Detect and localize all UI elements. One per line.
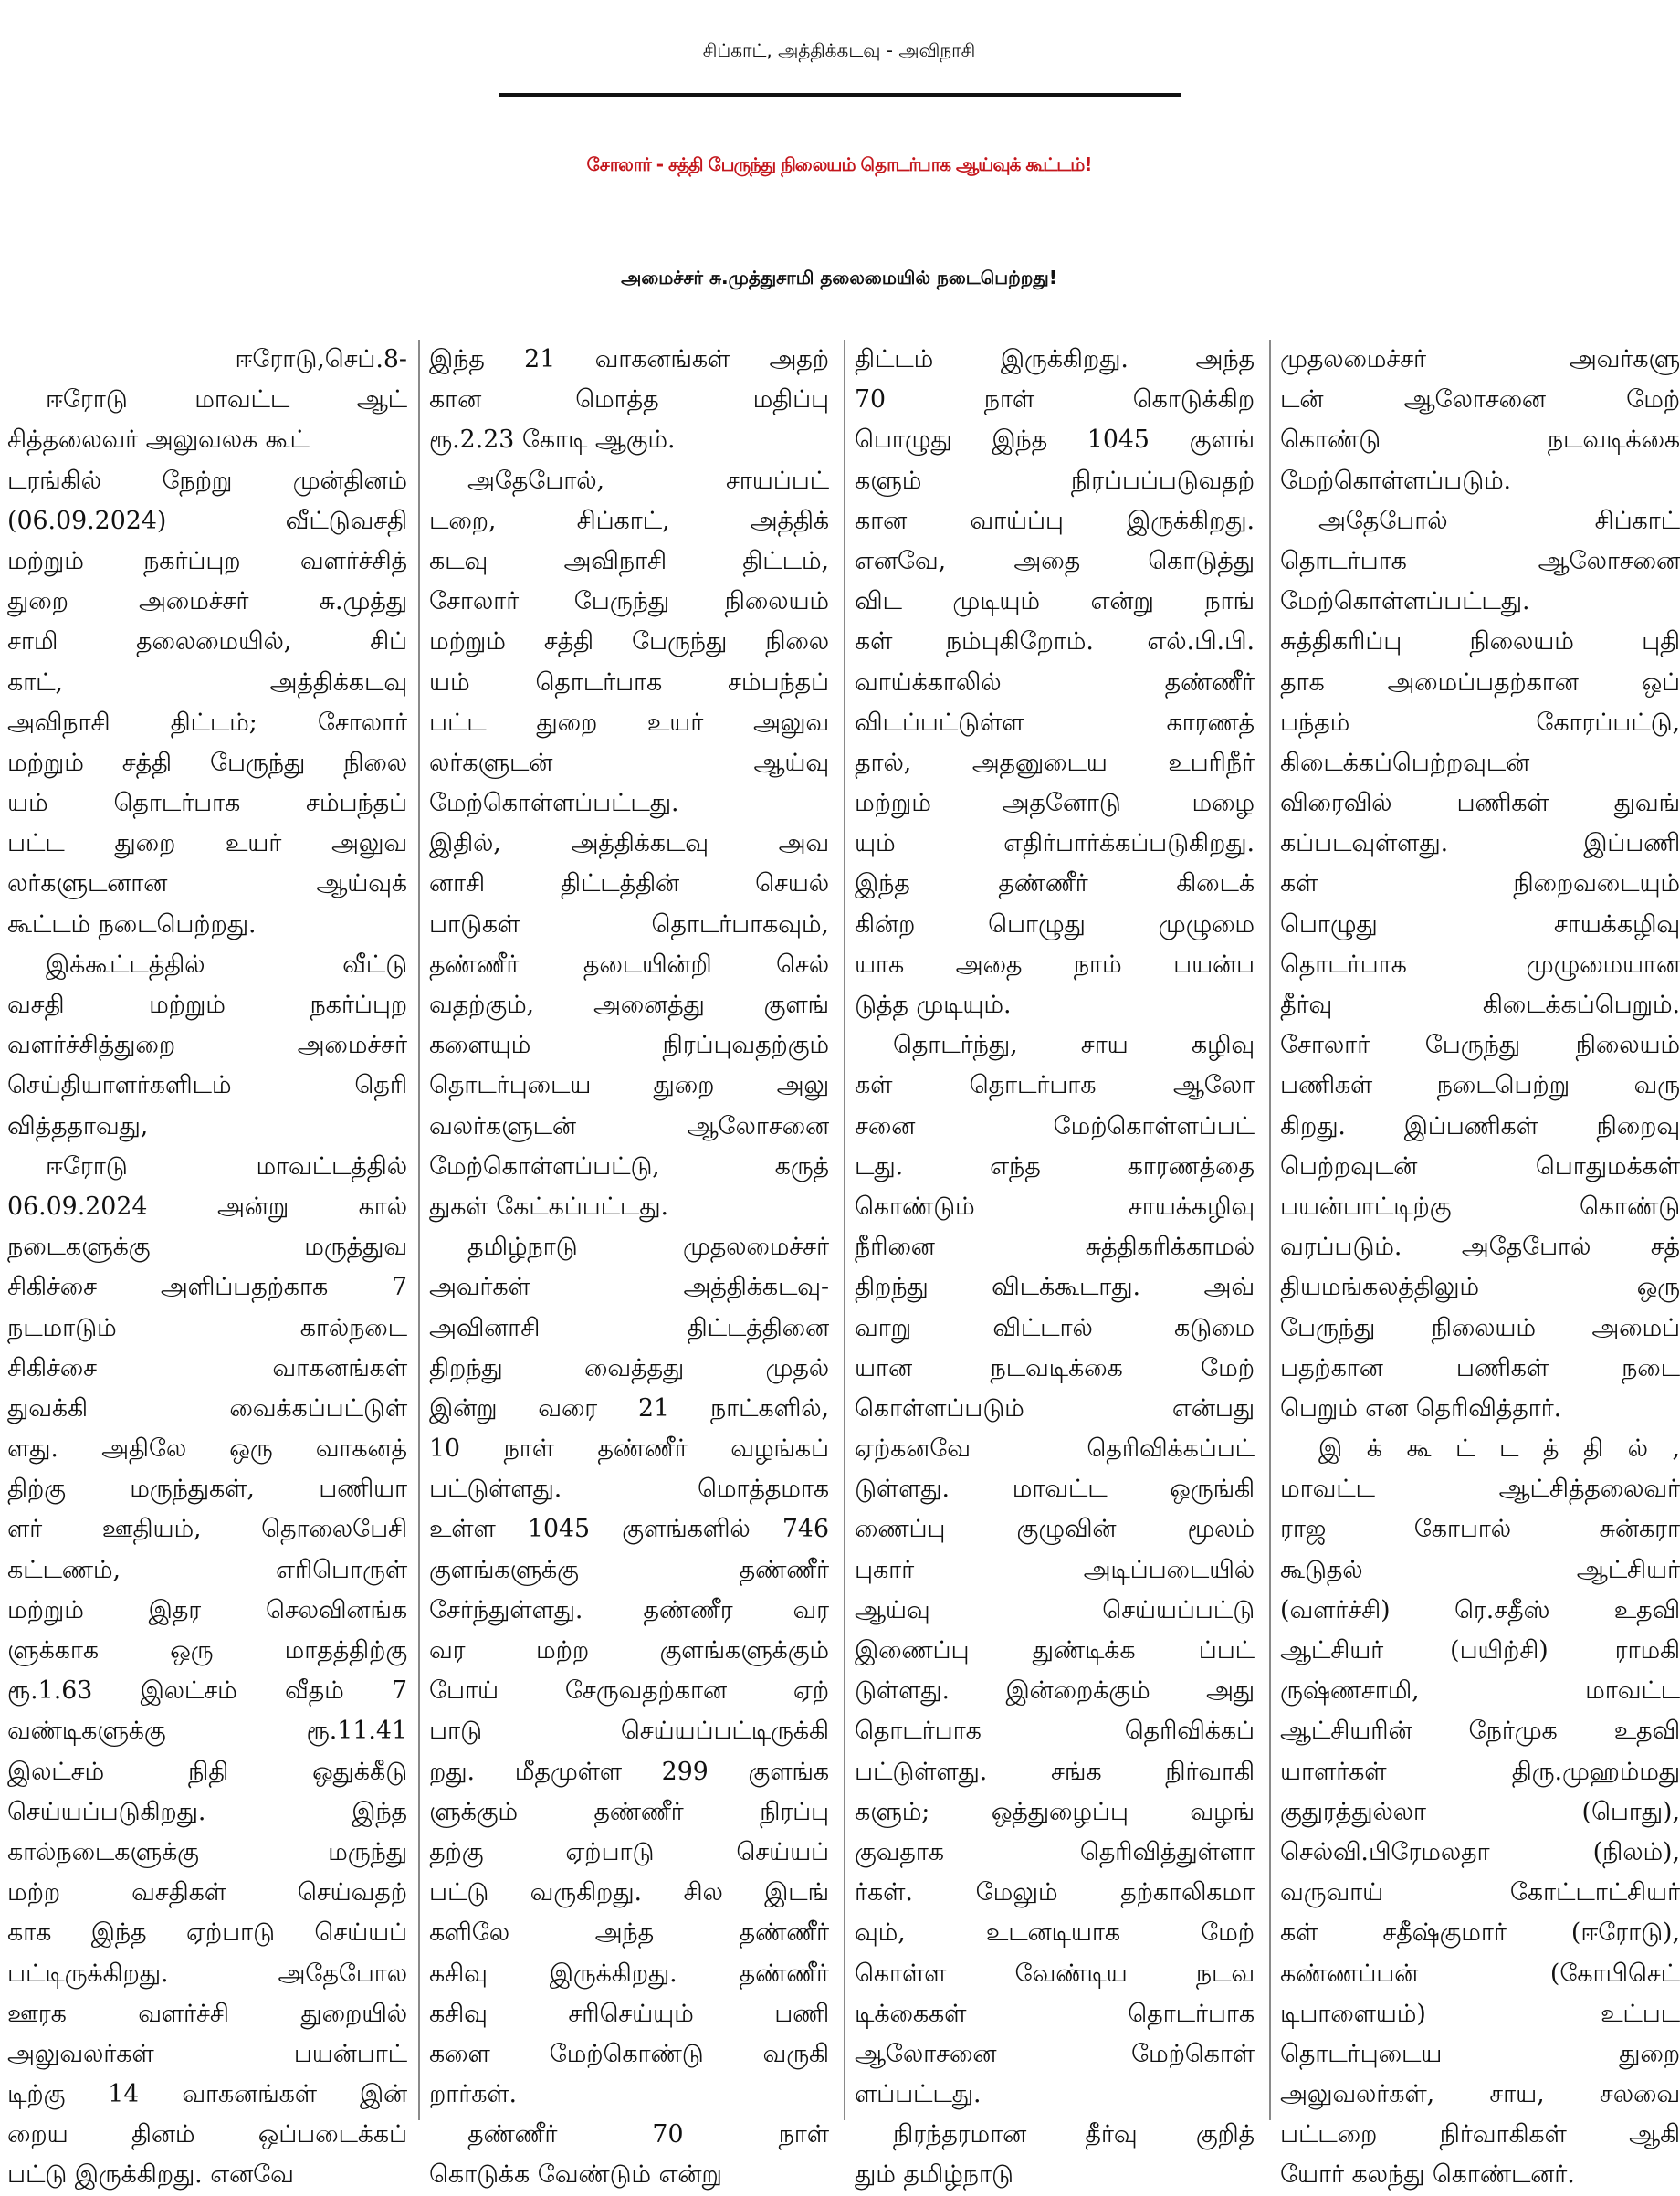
text-line: டுள்ளது. இன்றைக்கும் அது — [855, 1676, 1255, 1706]
text-line: இதில், அத்திக்கடவு அவ — [429, 829, 829, 858]
text-line: ர்கள். மேலும் தற்காலிகமா — [855, 1878, 1255, 1907]
text-line: மேற்கொள்ளப்பட்டது. — [429, 789, 679, 818]
text-line: தும் தமிழ்நாடு — [855, 2160, 1013, 2190]
text-line: பெறும் என தெரிவித்தார். — [1280, 1393, 1562, 1423]
text-line: லர்களுடன் ஆய்வு — [429, 748, 829, 777]
text-line: கடவு அவிநாசி திட்டம், — [429, 546, 829, 575]
text-line: பயன்பாட்டிற்கு கொண்டு — [1280, 1192, 1680, 1221]
text-line: இணைப்பு துண்டிக்க ப்பட் — [855, 1636, 1255, 1665]
text-line: வலர்களுடன் ஆலோசனை — [429, 1111, 829, 1140]
text-line: ஈரோடு மாவட்ட ஆட் — [46, 385, 407, 415]
text-line: சிகிச்சை வாகனங்கள் — [7, 1353, 407, 1382]
text-line: சுத்திகரிப்பு நிலையம் புதி — [1280, 627, 1680, 657]
text-line: ளுக்காக ஒரு மாதத்திற்கு — [7, 1636, 407, 1665]
text-line: ஈரோடு மாவட்டத்தில் — [46, 1151, 407, 1181]
text-line: தாக அமைப்பதற்கான ஒப் — [1280, 667, 1680, 697]
text-line: வளர்ச்சித்துறை அமைச்சர் — [7, 1031, 407, 1060]
text-line: செல்வி.பிரேமலதா (நிலம்), — [1280, 1837, 1680, 1866]
text-line: கூட்டம் நடைபெற்றது. — [7, 909, 257, 939]
text-line: ராஜ கோபால் சுன்கரா — [1280, 1515, 1680, 1544]
column-divider — [1269, 340, 1271, 2120]
text-line: கான வாய்ப்பு இருக்கிறது. — [855, 506, 1255, 535]
text-line: கிடைக்கப்பெற்றவுடன் — [1280, 748, 1530, 777]
text-line: பட்டறை நிர்வாகிகள் ஆகி — [1280, 2120, 1680, 2149]
text-line: வும், உடனடியாக மேற் — [855, 1918, 1255, 1948]
text-line: பட்டிருக்கிறது. அதேபோல — [7, 1959, 407, 1988]
text-line: வாய்க்காலில் தண்ணீர் — [855, 667, 1255, 697]
text-line: கப்படவுள்ளது. இப்பணி — [1280, 829, 1680, 858]
text-line: திற்கு மருந்துகள், பணியா — [7, 1475, 407, 1504]
text-line: இலட்சம் நிதி ஒதுக்கீடு — [7, 1757, 407, 1786]
text-line: தியமங்கலத்திலும் ஒரு — [1280, 1273, 1680, 1302]
text-line: தால், அதனுடைய உபரிநீர் — [855, 748, 1255, 777]
text-line: வருவாய் கோட்டாட்சியர் — [1280, 1878, 1680, 1907]
text-line: செய்யப்படுகிறது. இந்த — [7, 1797, 407, 1826]
text-line: தொடர்பாக முழுமையான — [1280, 950, 1680, 979]
text-line: திறந்து விடக்கூடாது. அவ் — [855, 1273, 1255, 1302]
text-line: தண்ணீர் 70 நாள் — [467, 2120, 829, 2149]
text-line: றது. மீதமுள்ள 299 குளங்க — [429, 1757, 829, 1786]
text-line: மற்ற வசதிகள் செய்வதற் — [7, 1878, 407, 1907]
text-line: பட்டு வருகிறது. சில இடங் — [429, 1878, 829, 1907]
text-line: விடப்பட்டுள்ள காரணத் — [855, 708, 1255, 737]
text-line: நடமாடும் கால்நடை — [7, 1313, 407, 1342]
text-line: வாறு விட்டால் கடுமை — [855, 1313, 1255, 1342]
text-line: ரூ.1.63 இலட்சம் வீதம் 7 — [7, 1676, 407, 1706]
text-line: பட்டு இருக்கிறது. எனவே — [7, 2160, 294, 2190]
text-line: எனவே, அதை கொடுத்து — [855, 546, 1255, 575]
text-line: துகள் கேட்கப்பட்டது. — [429, 1192, 669, 1221]
text-line: திட்டம் இருக்கிறது. அந்த — [855, 345, 1255, 373]
text-line: குவதாக தெரிவித்துள்ளா — [855, 1837, 1255, 1866]
text-line: துறை அமைச்சர் சு.முத்து — [7, 587, 407, 616]
text-line: துவக்கி வைக்கப்பட்டுள் — [7, 1393, 407, 1423]
text-line: நீரினை சுத்திகரிக்காமல் — [855, 1233, 1255, 1262]
text-line: ஏற்கனவே தெரிவிக்கப்பட் — [855, 1434, 1255, 1464]
text-line: ருஷ்ணசாமி, மாவட்ட — [1280, 1676, 1680, 1706]
column-2 — [429, 340, 829, 2190]
text-line: ளது. அதிலே ஒரு வாகனத் — [7, 1434, 407, 1464]
text-line: டது. எந்த காரணத்தை — [855, 1151, 1255, 1181]
text-line: டிற்கு 14 வாகனங்கள் இன் — [7, 2080, 407, 2109]
text-line: கின்ற பொழுது முழுமை — [855, 909, 1255, 939]
text-line: சோலார் பேருந்து நிலையம் — [1280, 1031, 1680, 1060]
text-line: கூடுதல் ஆட்சியர் — [1280, 1555, 1680, 1584]
text-line: களை மேற்கொண்டு வருகி — [429, 2039, 829, 2068]
text-line: (06.09.2024) வீட்டுவசதி — [7, 506, 407, 535]
text-line: தமிழ்நாடு முதலமைச்சர் — [467, 1233, 829, 1262]
text-line: கள் சதீஷ்குமார் (ஈரோடு), — [1280, 1918, 1680, 1948]
text-line: மற்றும் அதனோடு மழை — [855, 789, 1255, 818]
text-line: காட், அத்திக்கடவு — [7, 667, 407, 697]
text-line: ளர் ஊதியம், தொலைபேசி — [7, 1515, 407, 1544]
text-line: வரப்படும். அதேபோல் சத் — [1280, 1233, 1680, 1262]
text-line: கசிவு இருக்கிறது. தண்ணீர் — [429, 1959, 829, 1988]
text-line: அதேபோல் சிப்காட் — [1318, 506, 1680, 535]
column-divider — [418, 340, 420, 2120]
text-line: டறை, சிப்காட், அத்திக் — [429, 506, 829, 535]
text-line: மற்றும் இதர செலவினங்க — [7, 1595, 407, 1624]
text-line: வசதி மற்றும் நகர்ப்புற — [7, 991, 407, 1019]
text-line: றைய தினம் ஒப்படைக்கப் — [7, 2120, 407, 2149]
text-line: களிலே அந்த தண்ணீர் — [429, 1918, 829, 1948]
text-line: அவர்கள் அத்திக்கடவு- — [429, 1273, 829, 1302]
text-line: 10 நாள் தண்ணீர் வழங்கப் — [429, 1434, 829, 1464]
text-line: புகார் அடிப்படையில் — [855, 1555, 1255, 1584]
text-line: தொடர்புடைய துறை — [1280, 2039, 1680, 2068]
text-line: கள் நிறைவடையும் — [1280, 869, 1680, 898]
text-line: அதேபோல், சாயப்பட் — [467, 466, 829, 495]
text-line: மேற்கொள்ளப்பட்டது. — [1280, 587, 1530, 616]
text-line: டிக்கைகள் தொடர்பாக — [855, 1999, 1255, 2028]
text-line: பெற்றவுடன் பொதுமக்கள் — [1280, 1151, 1680, 1181]
text-line: தொடர்பாக தெரிவிக்கப் — [855, 1717, 1255, 1746]
text-line: வண்டிகளுக்கு ரூ.11.41 — [7, 1717, 407, 1746]
text-line: மற்றும் சத்தி பேருந்து நிலை — [429, 627, 829, 657]
text-line: மாவட்ட ஆட்சித்தலைவர் — [1280, 1475, 1680, 1504]
text-line: குதுரத்துல்லா (பொது), — [1280, 1797, 1680, 1826]
text-line: கொள்ளப்படும் என்பது — [855, 1393, 1255, 1423]
text-line: டுத்த முடியும். — [855, 991, 1012, 1019]
text-line: விட முடியும் என்று நாங் — [855, 587, 1255, 616]
column-4 — [1280, 340, 1680, 2190]
text-line: பாடுகள் தொடர்பாகவும், — [429, 909, 829, 939]
text-line: சோலார் பேருந்து நிலையம் — [429, 587, 829, 616]
text-line: சிகிச்சை அளிப்பதற்காக 7 — [7, 1273, 407, 1302]
text-line: தண்ணீர் தடையின்றி செல் — [429, 950, 829, 979]
text-line: மேற்கொள்ளப்பட்டு, கருத் — [429, 1151, 829, 1181]
text-line: கிறது. இப்பணிகள் நிறைவு — [1280, 1111, 1680, 1140]
text-line: யும் எதிர்பார்க்கப்படுகிறது. — [855, 829, 1255, 858]
text-line: தீர்வு கிடைக்கப்பெறும். — [1280, 991, 1680, 1019]
text-line: போய் சேருவதற்கான ஏற் — [429, 1676, 829, 1706]
text-line: களையும் நிரப்புவதற்கும் — [429, 1031, 829, 1060]
text-line: பட்டுள்ளது. சங்க நிர்வாகி — [855, 1757, 1255, 1786]
text-line: விரைவில் பணிகள் துவங் — [1280, 789, 1680, 818]
text-line: பாடு செய்யப்பட்டிருக்கி — [429, 1717, 829, 1746]
text-line: தொடர்புடைய துறை அலு — [429, 1071, 829, 1100]
text-line: களும் நிரப்பப்படுவதற் — [855, 466, 1255, 495]
text-line: பணிகள் நடைபெற்று வரு — [1280, 1071, 1680, 1100]
text-line: மேற்கொள்ளப்படும். — [1280, 466, 1512, 495]
text-line: அவிநாசி திட்டம்; சோலார் — [7, 708, 407, 737]
text-line: ஊரக வளர்ச்சி துறையில் — [7, 1999, 407, 2028]
text-line: சித்தலைவர் அலுவலக கூட் — [7, 426, 310, 455]
text-line: யாளர்கள் திரு.முஹம்மது — [1280, 1757, 1680, 1786]
text-line: டுள்ளது. மாவட்ட ஒருங்கி — [855, 1475, 1255, 1504]
text-line: அலுவலர்கள், சாய, சலவை — [1280, 2080, 1680, 2109]
text-line: இ க் கூ ட் ட த் தி ல் , — [1318, 1434, 1680, 1464]
text-line: ரூ.2.23 கோடி ஆகும். — [429, 426, 676, 455]
text-line: யம் தொடர்பாக சம்பந்தப் — [7, 789, 407, 818]
text-line: கள் நம்புகிறோம். எல்.பி.பி. — [855, 627, 1255, 657]
text-line: பொழுது இந்த 1045 குளங் — [855, 426, 1255, 455]
text-line: கொள்ள வேண்டிய நடவ — [855, 1959, 1255, 1988]
text-line: யம் தொடர்பாக சம்பந்தப் — [429, 667, 829, 697]
text-line: பட்டுள்ளது. மொத்தமாக — [429, 1475, 829, 1504]
text-line: கொடுக்க வேண்டும் என்று — [429, 2160, 722, 2190]
text-line: யான நடவடிக்கை மேற் — [855, 1353, 1255, 1382]
text-line: முதலமைச்சர் அவர்களு — [1280, 345, 1680, 373]
text-line: 70 நாள் கொடுக்கிற — [855, 385, 1255, 415]
text-line: பந்தம் கோரப்பட்டு, — [1280, 708, 1680, 737]
text-line: ளுக்கும் தண்ணீர் நிரப்பு — [429, 1797, 829, 1826]
text-line: அலுவலர்கள் பயன்பாட் — [7, 2039, 407, 2068]
text-line: தொடர்ந்து, சாய கழிவு — [893, 1031, 1255, 1060]
article-body — [0, 340, 1680, 2190]
text-line: ஆட்சியர் (பயிற்சி) ராமகி — [1280, 1636, 1680, 1665]
text-line: பட்ட துறை உயர் அலுவ — [7, 829, 407, 858]
text-line: சாமி தலைமையில், சிப் — [7, 627, 407, 657]
text-line: டரங்கில் நேற்று முன்தினம் — [7, 466, 407, 495]
text-line: களும்; ஒத்துழைப்பு வழங் — [855, 1797, 1255, 1826]
text-line: பொழுது சாயக்கழிவு — [1280, 909, 1680, 939]
text-line: வர மற்ற குளங்களுக்கும் — [429, 1636, 829, 1665]
text-line: கொண்டு நடவடிக்கை — [1280, 426, 1680, 455]
text-line: சேர்ந்துள்ளது. தண்ணீர வர — [429, 1595, 829, 1624]
text-line: கான மொத்த மதிப்பு — [429, 385, 829, 415]
text-line: மற்றும் சத்தி பேருந்து நிலை — [7, 748, 407, 777]
text-line: ளப்பட்டது. — [855, 2080, 982, 2109]
text-line: ஆட்சியரின் நேர்முக உதவி — [1280, 1717, 1680, 1746]
kicker-underline — [499, 93, 1181, 97]
text-line: றார்கள். — [429, 2080, 518, 2109]
text-line: கண்ணப்பன் (கோபிசெட் — [1280, 1959, 1680, 1988]
text-line: டன் ஆலோசனை மேற் — [1280, 385, 1680, 415]
text-line: அவினாசி திட்டத்தினை — [429, 1313, 829, 1342]
text-line: பேருந்து நிலையம் அமைப் — [1280, 1313, 1680, 1342]
text-line: இன்று வரை 21 நாட்களில், — [429, 1393, 829, 1423]
text-line: 06.09.2024 அன்று கால் — [7, 1192, 407, 1221]
text-line: நிரந்தரமான தீர்வு குறித் — [893, 2120, 1255, 2149]
column-1 — [7, 340, 407, 2190]
text-line: இந்த 21 வாகனங்கள் அதற் — [429, 345, 829, 373]
text-line: லர்களுடனான ஆய்வுக் — [7, 869, 407, 898]
text-line: கொண்டும் சாயக்கழிவு — [855, 1192, 1255, 1221]
text-line: டிபாளையம்) உட்பட — [1280, 1999, 1680, 2028]
text-line: வதற்கும், அனைத்து குளங் — [429, 991, 829, 1019]
text-line: னாசி திட்டத்தின் செயல் — [429, 869, 829, 898]
text-line: ணைப்பு குழுவின் மூலம் — [855, 1515, 1255, 1544]
column-3 — [855, 340, 1255, 2190]
text-line: பதற்கான பணிகள் நடை — [1280, 1353, 1680, 1382]
text-line: இக்கூட்டத்தில் வீட்டு — [46, 950, 407, 979]
text-line: கசிவு சரிசெய்யும் பணி — [429, 1999, 829, 2028]
text-line: நடைகளுக்கு மருத்துவ — [7, 1233, 407, 1262]
text-line: யோர் கலந்து கொண்டனர். — [1280, 2160, 1575, 2190]
text-line: கட்டணம், எரிபொருள் — [7, 1555, 407, 1584]
text-line: தற்கு ஏற்பாடு செய்யப் — [429, 1837, 829, 1866]
text-line: கள் தொடர்பாக ஆலோ — [855, 1071, 1255, 1100]
text-line: சனை மேற்கொள்ளப்பட் — [855, 1111, 1255, 1140]
subheadline: அமைச்சர் சு.முத்துசாமி தலைமையில் நடைபெற்றது! — [621, 267, 1057, 289]
headline: சோலார் - சத்தி பேருந்து நிலையம் தொடர்பாக ஆய்வுக் கூட்டம்! — [586, 153, 1092, 175]
text-line: யாக அதை நாம் பயன்ப — [855, 950, 1255, 979]
text-line: செய்தியாளர்களிடம் தெரி — [7, 1071, 407, 1100]
text-line: காக இந்த ஏற்பாடு செய்யப் — [7, 1918, 407, 1948]
text-line: கால்நடைகளுக்கு மருந்து — [7, 1837, 407, 1866]
text-line: ஆலோசனை மேற்கொள் — [855, 2039, 1255, 2068]
text-line: இந்த தண்ணீர் கிடைக் — [855, 869, 1255, 898]
column-divider — [844, 340, 845, 2120]
text-line: குளங்களுக்கு தண்ணீர் — [429, 1555, 829, 1584]
text-line: உள்ள 1045 குளங்களில் 746 — [429, 1515, 829, 1544]
text-line: மற்றும் நகர்ப்புற வளர்ச்சித் — [7, 546, 407, 575]
text-line: (வளர்ச்சி) ரெ.சதீஸ் உதவி — [1280, 1595, 1680, 1624]
text-line: தொடர்பாக ஆலோசனை — [1280, 546, 1680, 575]
text-line: வித்ததாவது, — [7, 1111, 149, 1140]
kicker-heading: சிப்காட், அத்திக்கடவு - அவிநாசி — [702, 39, 976, 61]
text-line: ஈரோடு,செப்.8- — [235, 345, 407, 373]
text-line: திறந்து வைத்தது முதல் — [429, 1353, 829, 1382]
text-line: ஆய்வு செய்யப்பட்டு — [855, 1595, 1255, 1624]
text-line: பட்ட துறை உயர் அலுவ — [429, 708, 829, 737]
